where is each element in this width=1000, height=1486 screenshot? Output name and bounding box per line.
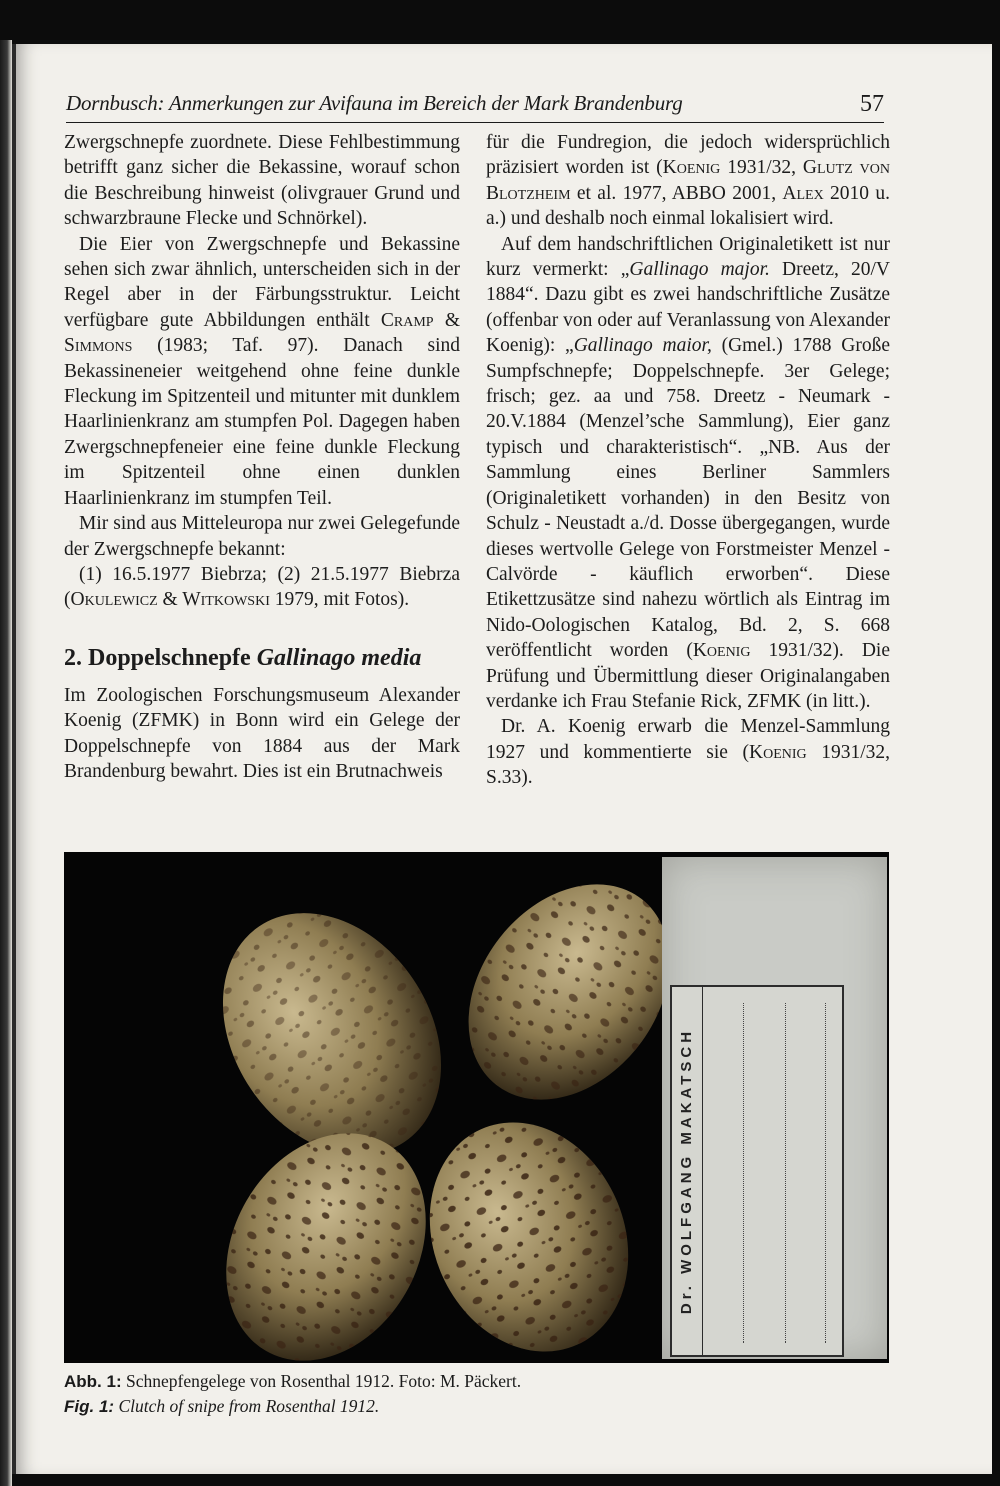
text-run: et al. 1977, ABBO 2001,: [570, 182, 783, 204]
running-head: [66, 86, 884, 123]
text-run: (1) 16.5.1977 Biebrza; (2) 21.5.1977 Biebrza (: [64, 563, 460, 611]
caption-label: Abb. 1:: [64, 1372, 122, 1391]
label-line: [742, 1003, 744, 1343]
text-run: Auf dem handschriftlichen Originaletikett ist nur kurz vermerkt: „: [486, 233, 890, 281]
caption-label: Fig. 1:: [64, 1397, 115, 1416]
caption-text: Schnepfengelege von Rosenthal 1912. Foto: M. Päckert.: [121, 1371, 522, 1391]
egg-clutch-photo: [64, 852, 664, 1363]
text-run: Die Eier von Zwergschnepfe und Bekassine sehen sich zwar ähnlich, unterscheiden sich in der Regel aber in der Färbungsstruktur. Leicht verfügbare gute Abbildungen enthält: [64, 233, 460, 331]
text-run: (Gmel.) 1788 Große Sumpfschnepfe; Doppelschnepfe. 3er Gelege; frisch; gez. aa und 758. Dreetz - Neumark - 20.V.1884 (Menzel’sche Sammlung), Eier ganz typisch und charakteristisch“. „NB. Aus der Sammlung eines Berliner Sammlers (Originaletikett vorhanden) in den Besitz von Schulz - Neustadt a./d. Dosse übergegangen, wurde dieses wertvolle Gelege von Forstmeister Menzel - Calvörde - käuflich erworben“. Diese Etikettzusätze sind nahezu wörtlich als Eintrag im Nido-Oologischen Katalog, Bd. 2, S. 668 veröffentlicht worden (: [486, 335, 890, 662]
heading-species: Gallinago media: [256, 644, 422, 671]
citation-author: Koenig: [692, 640, 751, 662]
text-run: 1931/32). Die Prüfung und Übermittlung dieser Originalangaben verdanke ich Frau Stefanie Rick, ZFMK (in litt.).: [486, 640, 890, 712]
book-spine-shadow: [0, 40, 12, 1486]
label-line: [784, 1003, 786, 1343]
left-column: [64, 130, 460, 784]
label-line: [824, 1003, 826, 1343]
paragraph: [64, 562, 460, 613]
label-header: Dr. WOLFGANG MAKATSCH: [672, 987, 703, 1355]
figure-caption: [64, 1369, 889, 1419]
paragraph: Zwergschnepfe zuordnete. Diese Fehlbestimmung betrifft ganz sicher die Bekassine, worauf schon die Beschreibung hinweist (olivgrauer Grund und schwarzbraune Flecke und Schnörkel).: [64, 132, 460, 230]
text-run: (1983; Taf. 97). Danach sind Bekassineneier weitgehend ohne feine dunkle Fleckung im Spitzenteil und mitunter mit dunklem Haarlinienkranz am stumpfen Pol. Dagegen haben Zwergschnepfeneier eine feine dunkle Fleckung im Spitzenteil ohne einen dunklen Haarlinienkranz im stumpfen Teil.: [64, 335, 460, 509]
text-run: 1931/32,: [720, 157, 803, 179]
running-title: Dornbusch: Anmerkungen zur Avifauna im Bereich der Mark Brandenburg: [66, 91, 683, 115]
species-name: Gallinago maior,: [573, 335, 712, 357]
citation-author: Alex: [782, 182, 824, 204]
book-page: [12, 44, 992, 1474]
paragraph: [486, 714, 890, 790]
citation-author: Okulewicz & Witkowski: [70, 589, 270, 611]
paragraph: Im Zoologischen Forschungsmuseum Alexander Koenig (ZFMK) in Bonn wird ein Gelege der Doppelschnepfe von 1884 aus der Mark Brandenburg bewahrt. Dies ist ein Brutnachweis: [64, 684, 460, 782]
text-run: für die Fundregion, die jedoch widersprüchlich präzisiert worden ist (: [486, 132, 890, 179]
paragraph: [64, 232, 460, 511]
specimen-label: [670, 985, 844, 1357]
citation-author: Glutz von Blotzheim: [486, 157, 890, 204]
paragraph: Mir sind aus Mitteleuropa nur zwei Gelegefunde der Zwergschnepfe bekannt:: [64, 513, 460, 560]
specimen-label-rotated: [672, 987, 842, 1355]
paragraph: [486, 232, 890, 715]
caption-text: Clutch of snipe from Rosenthal 1912.: [114, 1396, 380, 1416]
right-column: [486, 130, 890, 791]
text-run: 1931/32, S.33).: [486, 741, 891, 789]
citation-author: Koenig: [662, 157, 721, 179]
text-run: Dreetz, 20/V 1884“. Dazu gibt es zwei handschriftliche Zusätze (offenbar von oder auf Veranlassung von Alexander Koenig): „: [486, 259, 891, 357]
caption-english: [64, 1394, 889, 1419]
paragraph: [486, 130, 890, 232]
specimen-label-card: [662, 857, 887, 1359]
text-run: 2010 u. a.) und deshalb noch einmal lokalisiert wird.: [486, 182, 891, 230]
page-number: 57: [860, 91, 884, 117]
figure-photo: [64, 852, 889, 1363]
heading-number: 2. Doppelschnepfe: [64, 644, 257, 671]
text-run: 1979, mit Fotos).: [269, 589, 410, 611]
citation-author: Cramp & Simmons: [64, 309, 460, 357]
citation-author: Koenig: [749, 741, 807, 763]
section-heading: [64, 643, 460, 673]
text-run: Dr. A. Koenig erwarb die Menzel-Sammlung 1927 und kommentierte sie (: [486, 716, 890, 763]
caption-german: [64, 1369, 889, 1394]
species-name: Gallinago major.: [629, 259, 770, 281]
